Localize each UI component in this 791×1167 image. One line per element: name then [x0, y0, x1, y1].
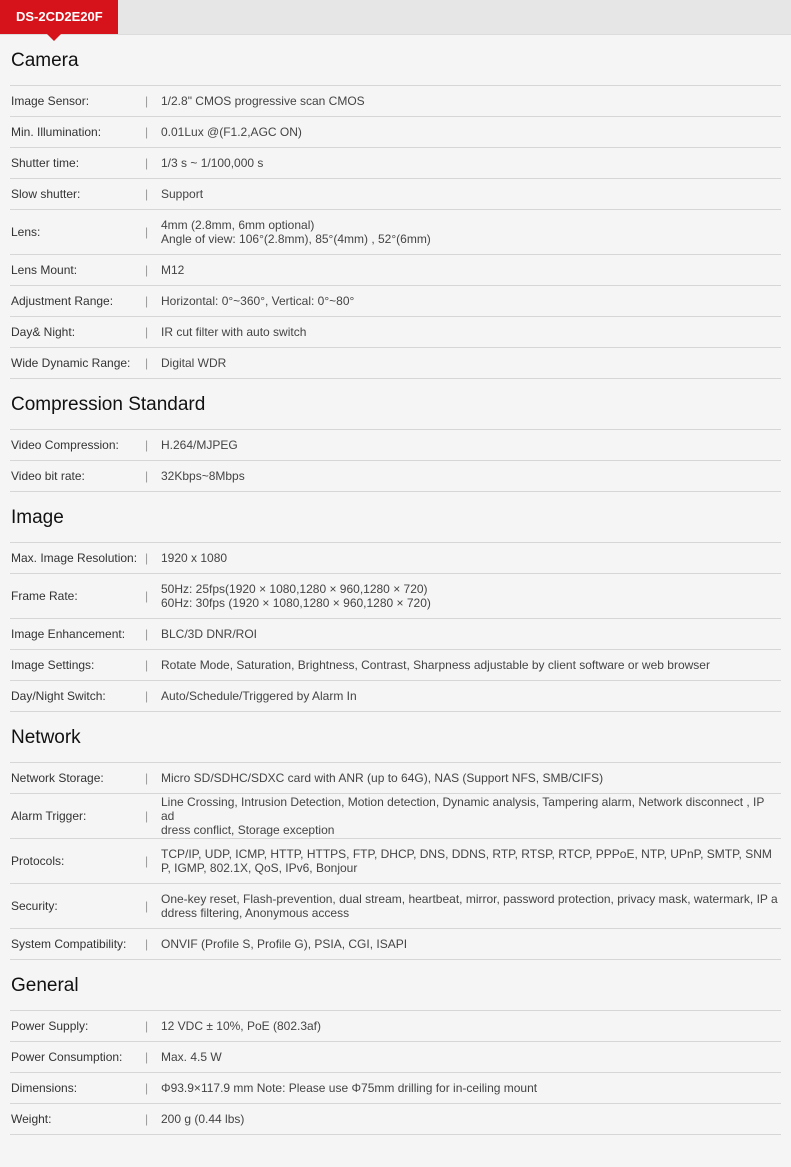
- spec-value: [161, 469, 781, 483]
- spec-value-line: Angle of view: 106°(2.8mm), 85°(4mm) , 52°(6mm): [161, 232, 431, 246]
- spec-value-line: 50Hz: 25fps(1920 × 1080,1280 × 960,1280 × 720): [161, 582, 428, 596]
- spec-label: Power Supply:: [11, 1019, 89, 1033]
- spec-row: [10, 461, 781, 492]
- model-tab[interactable]: DS-2CD2E20F: [0, 0, 118, 34]
- spec-row: [10, 86, 781, 117]
- column-separator: |: [145, 689, 149, 703]
- spec-row: [10, 681, 781, 712]
- spec-value-line: Support: [161, 187, 204, 201]
- spec-row: [10, 1011, 781, 1042]
- spec-section-camera: [10, 35, 781, 379]
- spec-row: [10, 1042, 781, 1073]
- column-separator: |: [145, 1112, 149, 1126]
- spec-value-line: ddress filtering, Anonymous access: [161, 906, 350, 920]
- spec-section-compression-standard: [10, 379, 781, 492]
- spec-row: [10, 286, 781, 317]
- spec-value-line: IR cut filter with auto switch: [161, 325, 307, 339]
- column-separator: |: [145, 658, 149, 672]
- spec-label: Alarm Trigger:: [11, 809, 87, 823]
- spec-label: Day& Night:: [11, 325, 76, 339]
- section-title: Compression Standard: [10, 379, 781, 430]
- column-separator: |: [145, 1050, 149, 1064]
- spec-value: [161, 771, 781, 785]
- spec-row: [10, 179, 781, 210]
- spec-value: [161, 187, 781, 201]
- column-separator: |: [145, 589, 149, 603]
- column-separator: |: [145, 809, 149, 823]
- spec-value: [161, 892, 781, 920]
- spec-value-line: One-key reset, Flash-prevention, dual stream, heartbeat, mirror, password protection, privacy mask, watermark, IP a: [161, 892, 778, 906]
- column-separator: |: [145, 294, 149, 308]
- spec-label: Image Enhancement:: [11, 627, 126, 641]
- spec-value-line: 4mm (2.8mm, 6mm optional): [161, 218, 315, 232]
- spec-value: [161, 218, 781, 246]
- spec-row: [10, 317, 781, 348]
- spec-label: Frame Rate:: [11, 589, 78, 603]
- section-title: Camera: [10, 35, 781, 86]
- spec-label: Network Storage:: [11, 771, 104, 785]
- spec-value-line: P, IGMP, 802.1X, QoS, IPv6, Bonjour: [161, 861, 358, 875]
- spec-value: [161, 94, 781, 108]
- spec-label: Image Settings:: [11, 658, 95, 672]
- spec-label: Weight:: [11, 1112, 52, 1126]
- spec-value-line: 1920 x 1080: [161, 551, 228, 565]
- spec-value: [161, 1112, 781, 1126]
- spec-row: [10, 543, 781, 574]
- column-separator: |: [145, 627, 149, 641]
- column-separator: |: [145, 551, 149, 565]
- spec-row: [10, 117, 781, 148]
- spec-label: Wide Dynamic Range:: [11, 356, 131, 370]
- spec-value: [161, 125, 781, 139]
- column-separator: |: [145, 438, 149, 452]
- spec-value-line: Digital WDR: [161, 356, 227, 370]
- spec-value: [161, 689, 781, 703]
- spec-value-line: 12 VDC ± 10%, PoE (802.3af): [161, 1019, 322, 1033]
- spec-label: Video bit rate:: [11, 469, 85, 483]
- column-separator: |: [145, 94, 149, 108]
- spec-value-line: Rotate Mode, Saturation, Brightness, Contrast, Sharpness adjustable by client software or web browser: [161, 658, 710, 672]
- spec-label: Day/Night Switch:: [11, 689, 106, 703]
- spec-label: Min. Illumination:: [11, 125, 102, 139]
- section-title: Network: [10, 712, 781, 763]
- spec-label: Adjustment Range:: [11, 294, 114, 308]
- spec-row: [10, 348, 781, 379]
- spec-label: Image Sensor:: [11, 94, 90, 108]
- column-separator: |: [145, 156, 149, 170]
- spec-value: [161, 658, 781, 672]
- section-title: General: [10, 960, 781, 1011]
- spec-section-network: [10, 712, 781, 960]
- spec-label: Power Consumption:: [11, 1050, 123, 1064]
- spec-label: Slow shutter:: [11, 187, 81, 201]
- column-separator: |: [145, 469, 149, 483]
- spec-label: Dimensions:: [11, 1081, 78, 1095]
- column-separator: |: [145, 854, 149, 868]
- spec-value: [161, 294, 781, 308]
- spec-label: Lens:: [11, 225, 41, 239]
- spec-table: [0, 35, 791, 1135]
- spec-value: [161, 263, 781, 277]
- spec-row: [10, 650, 781, 681]
- spec-section-image: [10, 492, 781, 712]
- top-bar: [0, 0, 791, 35]
- spec-value: [161, 1050, 781, 1064]
- spec-label: Protocols:: [11, 854, 65, 868]
- column-separator: |: [145, 125, 149, 139]
- spec-value: [161, 627, 781, 641]
- spec-value: [161, 551, 781, 565]
- spec-value-line: TCP/IP, UDP, ICMP, HTTP, HTTPS, FTP, DHCP, DNS, DDNS, RTP, RTSP, RTCP, PPPoE, NTP, UPnP, SMTP, SNM: [161, 847, 772, 861]
- spec-value-line: Horizontal: 0°~360°, Vertical: 0°~80°: [161, 294, 355, 308]
- spec-value-line: H.264/MJPEG: [161, 438, 238, 452]
- column-separator: |: [145, 325, 149, 339]
- spec-row: [10, 929, 781, 960]
- column-separator: |: [145, 937, 149, 951]
- spec-value-line: 32Kbps~8Mbps: [161, 469, 245, 483]
- spec-value-line: 0.01Lux @(F1.2,AGC ON): [161, 125, 302, 139]
- spec-value-line: 1/2.8" CMOS progressive scan CMOS: [161, 94, 365, 108]
- spec-label: System Compatibility:: [11, 937, 127, 951]
- spec-row: [10, 794, 781, 839]
- column-separator: |: [145, 771, 149, 785]
- column-separator: |: [145, 187, 149, 201]
- spec-value-line: 200 g (0.44 lbs): [161, 1112, 245, 1126]
- spec-value-line: Auto/Schedule/Triggered by Alarm In: [161, 689, 357, 703]
- spec-value-line: Φ93.9×117.9 mm Note: Please use Φ75mm drilling for in-ceiling mount: [161, 1081, 538, 1095]
- column-separator: |: [145, 225, 149, 239]
- spec-label: Shutter time:: [11, 156, 80, 170]
- spec-value: [161, 438, 781, 452]
- column-separator: |: [145, 1081, 149, 1095]
- column-separator: |: [145, 263, 149, 277]
- spec-label: Security:: [11, 899, 58, 913]
- spec-value-line: Line Crossing, Intrusion Detection, Motion detection, Dynamic analysis, Tampering alarm, Network disconnect , IP ad: [161, 795, 765, 823]
- spec-row: [10, 255, 781, 286]
- spec-value: [161, 937, 781, 951]
- spec-row: [10, 884, 781, 929]
- spec-value-line: M12: [161, 263, 185, 277]
- spec-value-line: BLC/3D DNR/ROI: [161, 627, 258, 641]
- spec-row: [10, 148, 781, 179]
- spec-row: [10, 1073, 781, 1104]
- spec-value: [161, 1081, 781, 1095]
- spec-row: [10, 619, 781, 650]
- spec-value-line: 1/3 s ~ 1/100,000 s: [161, 156, 264, 170]
- spec-row: [10, 839, 781, 884]
- spec-value-line: dress conflict, Storage exception: [161, 823, 335, 837]
- spec-value: [161, 582, 781, 610]
- spec-value: [161, 795, 781, 837]
- column-separator: |: [145, 356, 149, 370]
- spec-value: [161, 1019, 781, 1033]
- spec-value-line: ONVIF (Profile S, Profile G), PSIA, CGI, ISAPI: [161, 937, 408, 951]
- spec-row: [10, 574, 781, 619]
- spec-value-line: Max. 4.5 W: [161, 1050, 222, 1064]
- spec-value: [161, 356, 781, 370]
- spec-row: [10, 763, 781, 794]
- column-separator: |: [145, 899, 149, 913]
- column-separator: |: [145, 1019, 149, 1033]
- spec-label: Video Compression:: [11, 438, 119, 452]
- section-title: Image: [10, 492, 781, 543]
- spec-value-line: 60Hz: 30fps (1920 × 1080,1280 × 960,1280 × 720): [161, 596, 431, 610]
- spec-value: [161, 156, 781, 170]
- spec-value: [161, 325, 781, 339]
- spec-value-line: Micro SD/SDHC/SDXC card with ANR (up to 64G), NAS (Support NFS, SMB/CIFS): [161, 771, 604, 785]
- spec-label: Lens Mount:: [11, 263, 78, 277]
- spec-section-general: [10, 960, 781, 1135]
- spec-row: [10, 210, 781, 255]
- spec-label: Max. Image Resolution:: [11, 551, 138, 565]
- spec-value: [161, 847, 781, 875]
- spec-row: [10, 1104, 781, 1135]
- spec-row: [10, 430, 781, 461]
